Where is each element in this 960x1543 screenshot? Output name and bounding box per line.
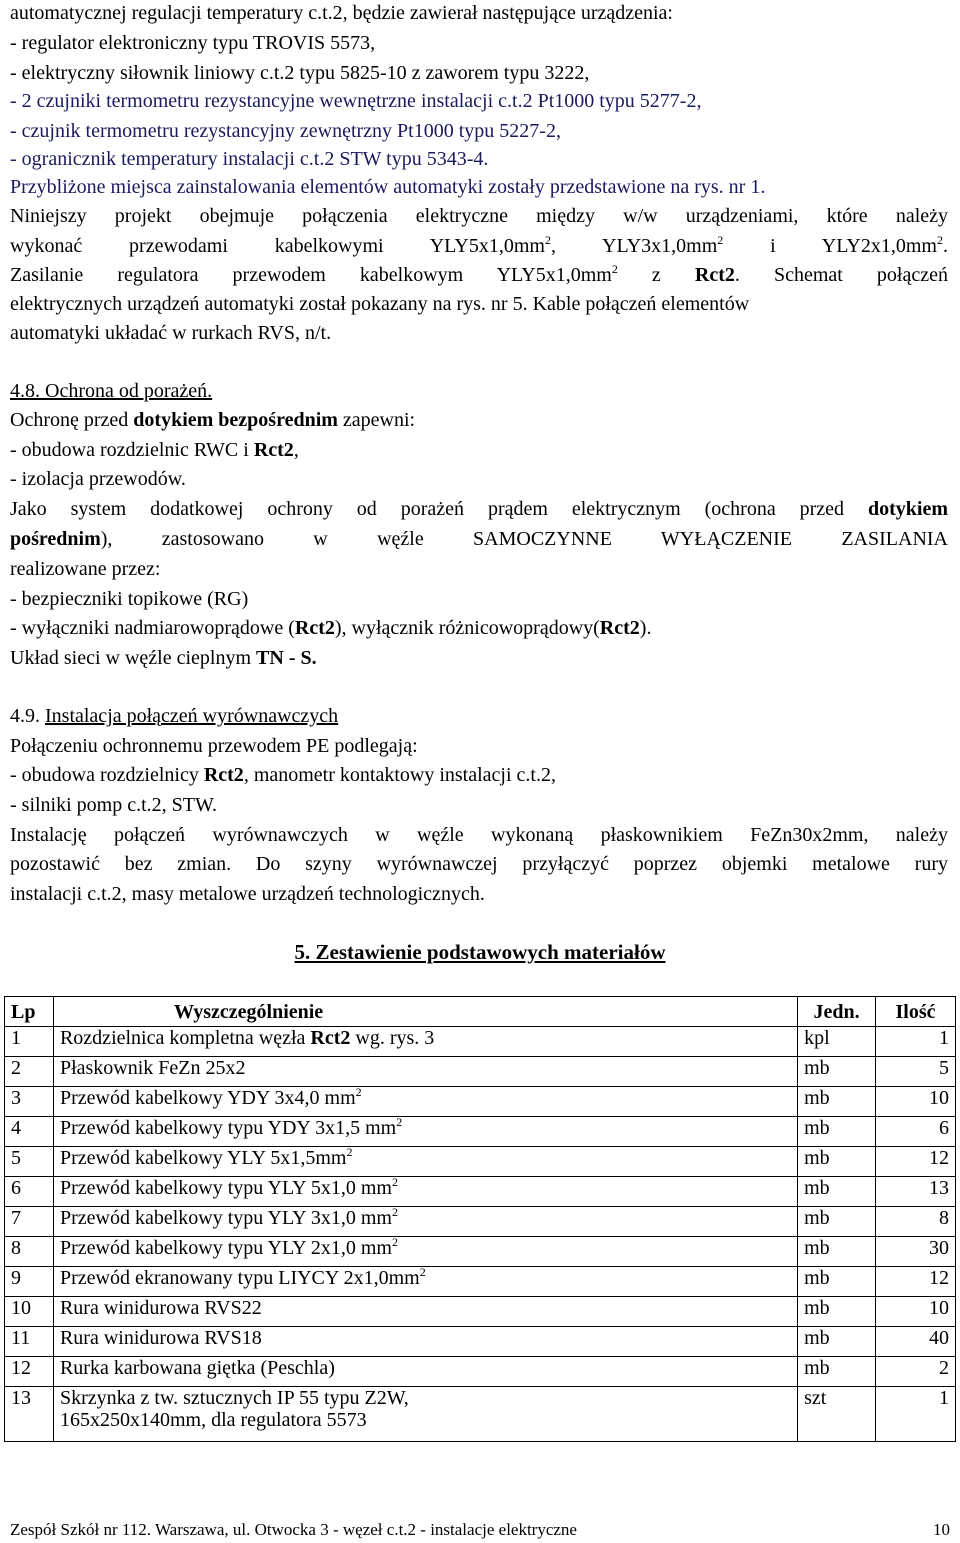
- materials-table: [4, 996, 956, 1442]
- cell-lp: 6: [5, 1177, 54, 1207]
- s48-line-d: Jako system dodatkowej ochrony od porażeń prądem elektrycznym (ochrona przed dotykiem: [10, 498, 948, 520]
- table-row: [5, 1027, 956, 1057]
- s48-line-f: realizowane przez:: [10, 558, 161, 580]
- cell-desc: Rurka karbowana giętka (Peschla): [53, 1357, 797, 1387]
- col-header-desc: Wyszczególnienie: [53, 997, 797, 1027]
- footer-text: Zespół Szkół nr 112. Warszawa, ul. Otwocka 3 - węzeł c.t.2 - instalacje elektryczne: [10, 1520, 577, 1539]
- cell-lp: 2: [5, 1057, 54, 1087]
- page-number: 10: [933, 1520, 950, 1539]
- s49-line-c: - silniki pomp c.t.2, STW.: [10, 794, 218, 816]
- table-row: [5, 1267, 956, 1297]
- table-row: [5, 1357, 956, 1387]
- table-row: [5, 1117, 956, 1147]
- intro-line-1: automatycznej regulacji temperatury c.t.2, będzie zawierał następujące urządzenia:: [10, 2, 673, 24]
- cell-lp: 11: [5, 1327, 54, 1357]
- cell-desc: Skrzynka z tw. sztucznych IP 55 typu Z2W, 165x250x140mm, dla regulatora 5573: [53, 1387, 797, 1442]
- col-header-unit: Jedn.: [798, 997, 876, 1027]
- cell-unit: mb: [798, 1327, 876, 1357]
- cell-unit: mb: [798, 1357, 876, 1387]
- cell-unit: mb: [798, 1147, 876, 1177]
- cell-qty: 13: [876, 1177, 956, 1207]
- table-row: [5, 1177, 956, 1207]
- cell-lp: 12: [5, 1357, 54, 1387]
- table-row: [5, 1087, 956, 1117]
- cell-unit: mb: [798, 1267, 876, 1297]
- cell-desc: Rozdzielnica kompletna węzła Rct2 wg. rys. 3: [53, 1027, 797, 1057]
- table-row: [5, 1207, 956, 1237]
- table-header-row: [5, 997, 956, 1027]
- heading-4-8: 4.8. Ochrona od porażeń.: [10, 380, 213, 402]
- cell-lp: 13: [5, 1387, 54, 1442]
- s48-line-i: Układ sieci w węźle cieplnym TN - S.: [10, 647, 317, 669]
- s48-line-b: - obudowa rozdzielnic RWC i Rct2,: [10, 439, 299, 461]
- cell-lp: 10: [5, 1297, 54, 1327]
- cell-unit: mb: [798, 1057, 876, 1087]
- cell-qty: 12: [876, 1147, 956, 1177]
- cell-qty: 30: [876, 1237, 956, 1267]
- col-header-qty: Ilość: [876, 997, 956, 1027]
- proj-line-3: Zasilanie regulatora przewodem kabelkowym $YLY5x1,0mm^2$ z Rct2. Schemat połączeń: [10, 262, 948, 286]
- cell-lp: 7: [5, 1207, 54, 1237]
- cell-qty: 8: [876, 1207, 956, 1237]
- cell-lp: 1: [5, 1027, 54, 1057]
- cell-qty: 40: [876, 1327, 956, 1357]
- cell-lp: 4: [5, 1117, 54, 1147]
- heading-4-9: 4.9. Instalacja połączeń wyrównawczych: [10, 705, 339, 727]
- cell-unit: mb: [798, 1117, 876, 1147]
- cell-unit: mb: [798, 1087, 876, 1117]
- cell-qty: 6: [876, 1117, 956, 1147]
- s49-line-f: instalacji c.t.2, masy metalowe urządzeń technologicznych.: [10, 883, 485, 905]
- cell-desc: Rura winidurowa RVS22: [53, 1297, 797, 1327]
- intro-line-2: - regulator elektroniczny typu TROVIS 5573,: [10, 32, 376, 54]
- section-title: 5. Zestawienie podstawowych materiałów: [294, 940, 666, 964]
- cell-desc: Przewód kabelkowy typu YDY 3x1,5 $mm^2$: [53, 1117, 797, 1147]
- cell-lp: 8: [5, 1237, 54, 1267]
- cell-desc: Przewód kabelkowy typu YLY 5x1,0 $mm^2$: [53, 1177, 797, 1207]
- cell-unit: kpl: [798, 1027, 876, 1057]
- cell-unit: szt: [798, 1387, 876, 1442]
- cell-qty: 10: [876, 1087, 956, 1117]
- page-footer: [10, 1520, 950, 1540]
- table-row: [5, 1387, 956, 1442]
- s48-line-a: Ochronę przed dotykiem bezpośrednim zapewni:: [10, 409, 416, 431]
- cell-qty: 1: [876, 1027, 956, 1057]
- cell-desc: Przewód kabelkowy typu YLY 3x1,0 $mm^2$: [53, 1207, 797, 1237]
- s49-line-a: Połączeniu ochronnemu przewodem PE podlegają:: [10, 735, 418, 757]
- s48-line-g: - bezpieczniki topikowe (RG): [10, 588, 249, 610]
- s49-line-e: pozostawić bez zmian. Do szyny wyrównawczej przyłączyć poprzez objemki metalowe rury: [10, 853, 948, 875]
- cell-desc: Przewód kabelkowy typu YLY 2x1,0 $mm^2$: [53, 1237, 797, 1267]
- cell-qty: 2: [876, 1357, 956, 1387]
- cell-unit: mb: [798, 1207, 876, 1237]
- proj-line-5: automatyki układać w rurkach RVS, n/t.: [10, 322, 332, 344]
- cell-desc: Przewód kabelkowy YDY 3x4,0 $mm^2$: [53, 1087, 797, 1117]
- cell-desc: Płaskownik FeZn 25x2: [53, 1057, 797, 1087]
- cell-desc: Przewód kabelkowy YLY $5x1,5mm^2$: [53, 1147, 797, 1177]
- intro-line-6: - ogranicznik temperatury instalacji c.t.2 STW typu 5343-4.: [10, 148, 489, 170]
- table-row: [5, 1327, 956, 1357]
- cell-qty: 12: [876, 1267, 956, 1297]
- cell-unit: mb: [798, 1297, 876, 1327]
- s48-line-c: - izolacja przewodów.: [10, 468, 186, 490]
- proj-line-4: elektrycznych urządzeń automatyki został pokazany na rys. nr 5. Kable połączeń elementów: [10, 293, 750, 315]
- intro-line-5: - czujnik termometru rezystancyjny zewnętrzny Pt1000 typu 5227-2,: [10, 120, 561, 142]
- col-header-lp: Lp: [5, 997, 54, 1027]
- cell-qty: 5: [876, 1057, 956, 1087]
- table-row: [5, 1297, 956, 1327]
- cell-lp: 9: [5, 1267, 54, 1297]
- intro-line-3: - elektryczny siłownik liniowy c.t.2 typu 5825-10 z zaworem typu 3222,: [10, 62, 590, 84]
- s48-line-e: pośrednim), zastosowano w węźle SAMOCZYNNE WYŁĄCZENIE ZASILANIA: [10, 528, 948, 550]
- cell-unit: mb: [798, 1237, 876, 1267]
- table-row: [5, 1057, 956, 1087]
- cell-qty: 1: [876, 1387, 956, 1442]
- table-row: [5, 1237, 956, 1267]
- s49-line-d: Instalację połączeń wyrównawczych w węźle wykonaną płaskownikiem FeZn30x2mm, należy: [10, 824, 948, 846]
- cell-lp: 3: [5, 1087, 54, 1117]
- s49-line-b: - obudowa rozdzielnicy Rct2, manometr kontaktowy instalacji c.t.2,: [10, 764, 556, 786]
- intro-line-7: Przybliżone miejsca zainstalowania elementów automatyki zostały przedstawione na rys. nr 1.: [10, 176, 766, 198]
- proj-line-2: wykonać przewodami kabelkowymi $YLY5x1,0mm^2$, $YLY3x1,0mm^2$ i $YLY2x1,0mm^2$.: [10, 233, 948, 257]
- cell-desc: Przewód ekranowany typu LIYCY $2x1,0mm^2$: [53, 1267, 797, 1297]
- s48-line-h: - wyłączniki nadmiarowoprądowe (Rct2), wyłącznik różnicowoprądowy(Rct2).: [10, 617, 652, 639]
- intro-line-4: - 2 czujniki termometru rezystancyjne wewnętrzne instalacji c.t.2 Pt1000 typu 5277-2,: [10, 90, 702, 112]
- cell-desc: Rura winidurowa RVS18: [53, 1327, 797, 1357]
- proj-line-1: Niniejszy projekt obejmuje połączenia elektryczne między w/w urządzeniami, które należy: [10, 205, 948, 227]
- cell-unit: mb: [798, 1177, 876, 1207]
- table-row: [5, 1147, 956, 1177]
- cell-lp: 5: [5, 1147, 54, 1177]
- cell-qty: 10: [876, 1297, 956, 1327]
